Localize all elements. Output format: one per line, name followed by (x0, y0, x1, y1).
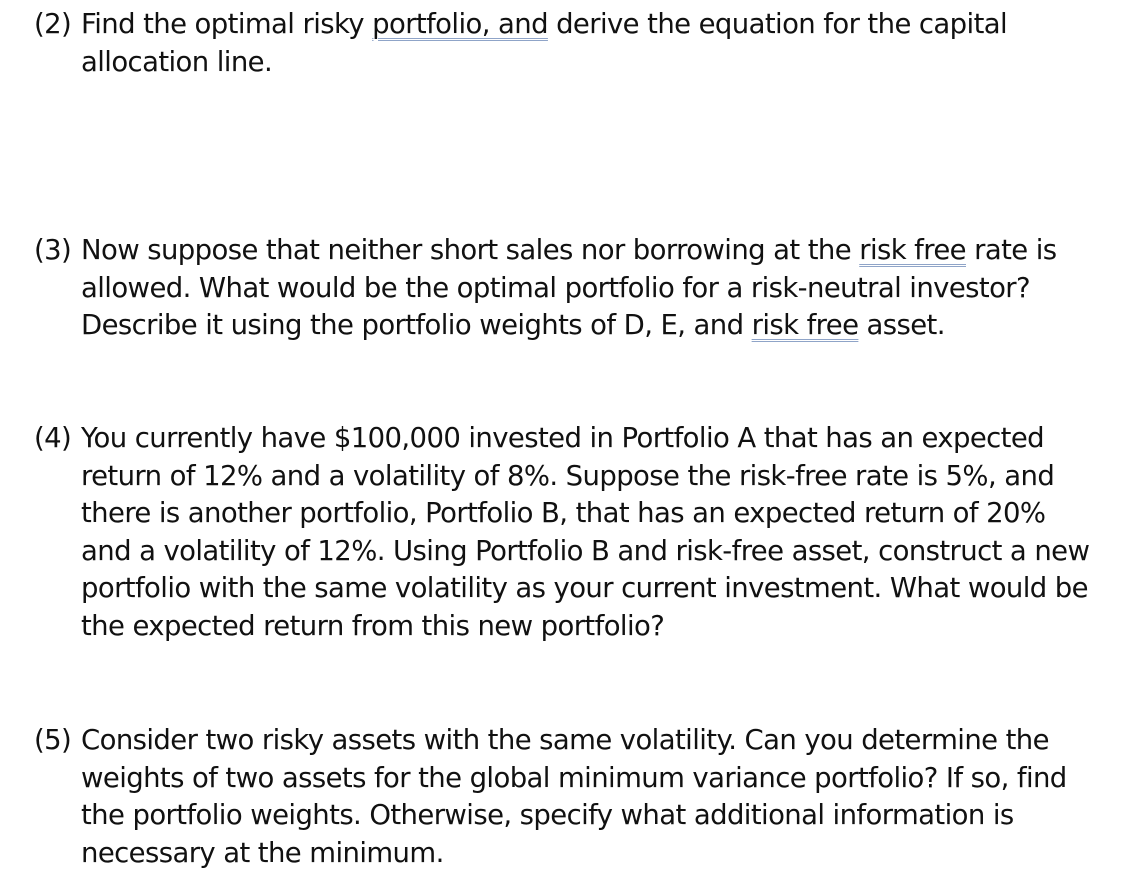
text-segment: rate is (966, 234, 1057, 266)
text-line (81, 6, 1142, 44)
text-line: there is another portfolio, Portfolio B, that has an expected return of 20% (81, 497, 1046, 530)
text-segment: allowed. What would be the optimal portfolio for a risk-neutral investor? (81, 271, 1030, 304)
question-text (81, 6, 1142, 81)
text-line: return of 12% and a volatility of 8%. Suppose the risk-free rate is 5%, and (81, 459, 1055, 492)
text-line: the expected return from this new portfolio? (81, 609, 665, 642)
text-line: weights of two assets for the global minimum variance portfolio? If so, find (81, 761, 1067, 794)
question-number: (3) (34, 234, 72, 266)
text-line: You currently have $100,000 invested in Portfolio A that has an expected (81, 422, 1045, 454)
question-text (81, 232, 1142, 345)
text-line: Consider two risky assets with the same volatility. Can you determine the (81, 724, 1049, 756)
question-text (81, 420, 1142, 646)
question-5 (34, 722, 1142, 872)
question-number: (5) (34, 724, 72, 756)
question-4 (34, 420, 1142, 646)
proofing-marked-text: risk free (859, 234, 966, 266)
text-segment: derive the equation for the capital (547, 8, 1008, 40)
text-segment: Find the optimal risky (81, 8, 373, 40)
text-segment: Describe it using the portfolio weights of D, E, and (81, 309, 752, 342)
text-line: necessary at the minimum. (81, 836, 444, 869)
text-line (81, 270, 1142, 308)
text-segment: asset. (858, 309, 945, 342)
text-line (81, 307, 1142, 345)
text-line (81, 44, 1142, 82)
text-line (81, 232, 1142, 270)
question-2 (34, 6, 1142, 81)
question-text (81, 722, 1142, 872)
question-3 (34, 232, 1142, 345)
question-number: (2) (34, 8, 72, 40)
text-segment: Now suppose that neither short sales nor borrowing at the (81, 234, 860, 266)
proofing-marked-text: risk free (751, 309, 859, 342)
text-line: portfolio with the same volatility as your current investment. What would be (81, 572, 1088, 605)
text-segment: allocation line. (81, 45, 273, 78)
text-line: the portfolio weights. Otherwise, specify what additional information is (81, 799, 1014, 832)
proofing-marked-text: portfolio, and (372, 8, 548, 40)
text-line: and a volatility of 12%. Using Portfolio B and risk-free asset, construct a new (81, 534, 1090, 567)
question-number: (4) (34, 422, 72, 454)
